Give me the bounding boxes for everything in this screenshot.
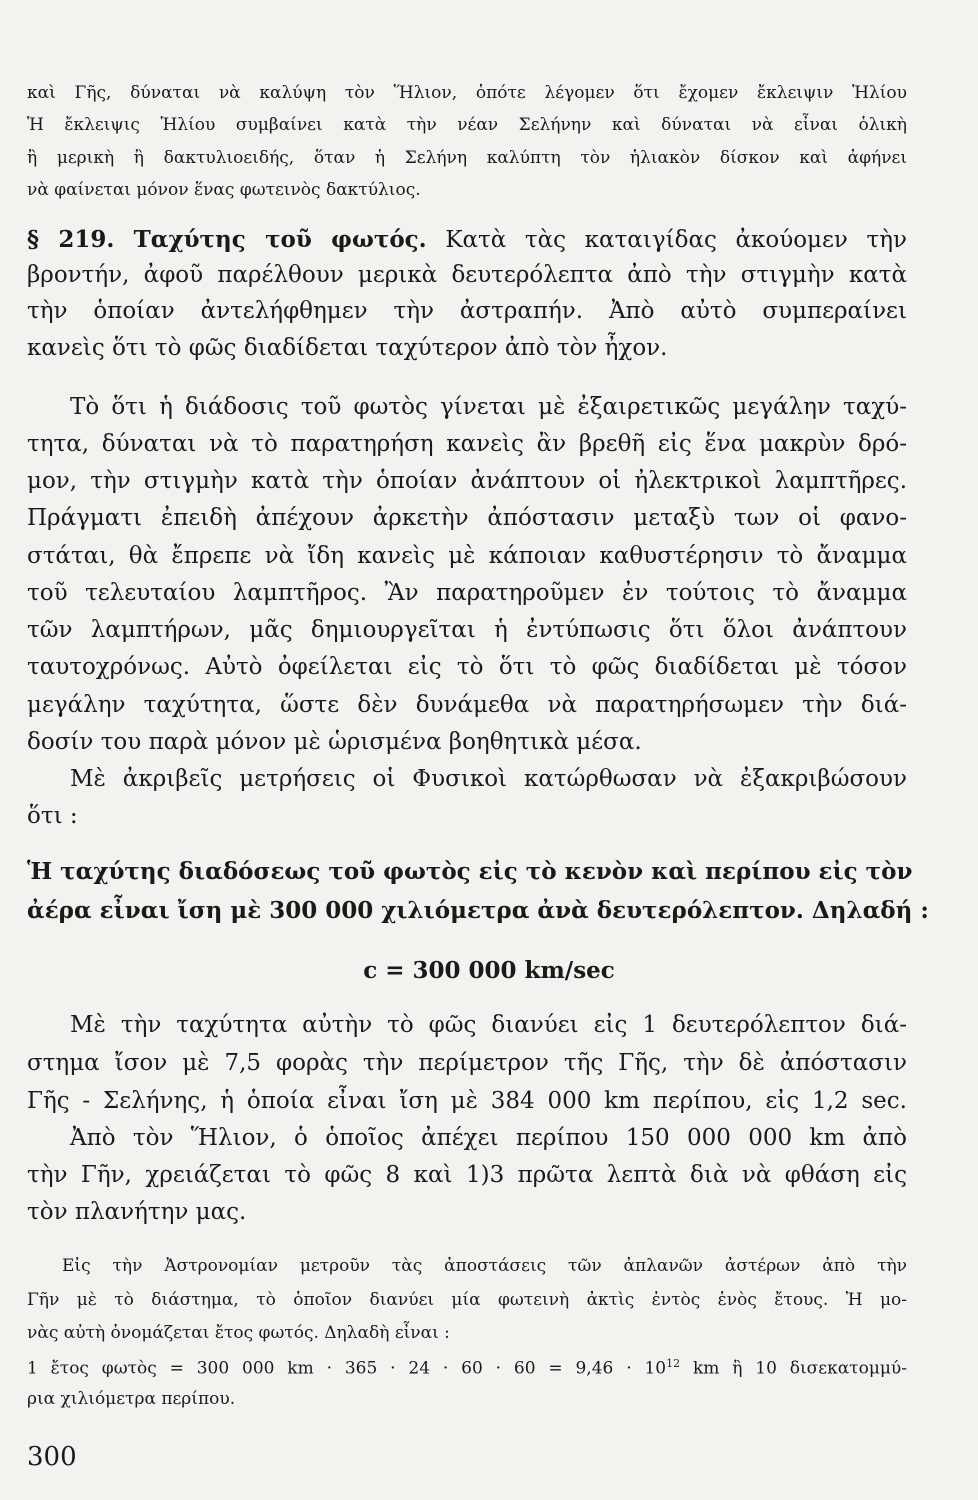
paragraph-line: ταυτοχρόνως. Αὐτὸ ὀφείλεται εἰς τὸ ὅτι τὸ φῶς διαδίδεται μὲ τόσον xyxy=(27,654,907,680)
paragraph-line: ὅτι : xyxy=(27,803,78,829)
note-formula-exponent: 12 xyxy=(666,1357,681,1370)
note-line: νὰς αὐτὴ ὀνομάζεται ἔτος φωτός. Δηλαδὴ εἶναι : xyxy=(27,1323,450,1343)
paragraph-line: Τὸ ὅτι ἡ διάδοσις τοῦ φωτὸς γίνεται μὲ ἐξαιρετικῶς μεγάλην ταχύ- xyxy=(70,394,907,420)
page-number: 300 xyxy=(27,1442,77,1472)
paragraph-line: δοσίν του παρὰ μόνον μὲ ὡρισμένα βοηθητικὰ μέσα. xyxy=(27,729,642,755)
section-line: κανεὶς ὅτι τὸ φῶς διαδίδεται ταχύτερον ἀπὸ τὸν ἦχον. xyxy=(27,335,668,361)
paragraph-line: στάται, θὰ ἔπρεπε νὰ ἴδη κανεὶς μὲ κάποιαν καθυστέρησιν τὸ ἄναμμα xyxy=(27,543,907,569)
paragraph-line: τῶν λαμπτήρων, μᾶς δημιουργεῖται ἡ ἐντύπωσις ὅτι ὅλοι ἀνάπτουν xyxy=(27,617,907,643)
section-heading: § 219. Ταχύτης τοῦ φωτός. xyxy=(27,226,427,253)
paragraph-line: μον, τὴν στιγμὴν κατὰ τὴν ὁποίαν ἀνάπτουν οἱ ἠλεκτρικοὶ λαμπτῆρες. xyxy=(27,468,907,494)
intro-line: ἢ μερικὴ ἢ δακτυλιοειδής, ὅταν ἡ Σελήνη καλύπτη τὸν ἡλιακὸν δίσκον καὶ ἀφήνει xyxy=(27,148,907,168)
speed-of-light-formula: c = 300 000 km/sec xyxy=(363,957,615,984)
paragraph-line: Μὲ ἀκριβεῖς μετρήσεις οἱ Φυσικοὶ κατώρθωσαν νὰ ἐξακριβώσουν xyxy=(70,766,907,792)
paragraph-line: μεγάλην ταχύτητα, ὥστε δὲν δυνάμεθα νὰ παρατηρήσωμεν τὴν διά- xyxy=(27,692,907,718)
section-first-line-text: Κατὰ τὰς καταιγίδας ἀκούομεν τὴν xyxy=(445,227,908,253)
intro-line: Ἡ ἔκλειψις Ἡλίου συμβαίνει κατὰ τὴν νέαν Σελήνην καὶ δύναται νὰ εἶναι ὁλικὴ xyxy=(27,115,907,135)
note-line: Γῆν μὲ τὸ διάστημα, τὸ ὁποῖον διανύει μία φωτεινὴ ἀκτὶς ἐντὸς ἑνὸς ἔτους. Ἡ μο- xyxy=(27,1290,907,1310)
paragraph-line: τὴν Γῆν, χρειάζεται τὸ φῶς 8 καὶ 1)3 πρῶτα λεπτὰ διὰ νὰ φθάση εἰς xyxy=(27,1162,907,1188)
note-formula-line xyxy=(27,1357,907,1379)
note-line: ρια χιλιόμετρα περίπου. xyxy=(27,1389,236,1409)
note-line: Εἰς τὴν Ἀστρονομίαν μετροῦν τὰς ἀποστάσεις τῶν ἀπλανῶν ἀστέρων ἀπὸ τὴν xyxy=(62,1256,907,1276)
note-formula-tail: km ἢ 10 δισεκατομμύ- xyxy=(680,1358,907,1379)
section-first-line xyxy=(27,226,907,253)
bold-statement-line: ἀέρα εἶναι ἴση μὲ 300 000 χιλιόμετρα ἀνὰ δευτερόλεπτον. Δηλαδή : xyxy=(27,897,929,924)
section-line: τὴν ὁποίαν ἀντελήφθημεν τὴν ἀστραπήν. Ἀπὸ αὐτὸ συμπεραίνει xyxy=(27,298,907,324)
intro-line: νὰ φαίνεται μόνον ἕνας φωτεινὸς δακτύλιος. xyxy=(27,180,421,200)
intro-line: καὶ Γῆς, δύναται νὰ καλύψη τὸν Ἥλιον, ὁπότε λέγομεν ὅτι ἔχομεν ἔκλειψιν Ἡλίου xyxy=(27,83,907,103)
paragraph-line: Γῆς - Σελήνης, ἡ ὁποία εἶναι ἴση μὲ 384 000 km περίπου, εἰς 1,2 sec. xyxy=(27,1088,907,1114)
paragraph-line: Ἀπὸ τὸν Ἥλιον, ὁ ὁποῖος ἀπέχει περίπου 150 000 000 km ἀπὸ xyxy=(70,1125,907,1151)
bold-statement-line: Ἡ ταχύτης διαδόσεως τοῦ φωτὸς εἰς τὸ κενὸν καὶ περίπου εἰς τὸν xyxy=(27,858,913,885)
paragraph-line: τητα, δύναται νὰ τὸ παρατηρήση κανεὶς ἂν βρεθῆ εἰς ἕνα μακρὺν δρό- xyxy=(27,431,907,457)
paragraph-line: τὸν πλανήτην μας. xyxy=(27,1199,247,1225)
section-line: βροντήν, ἀφοῦ παρέλθουν μερικὰ δευτερόλεπτα ἀπὸ τὴν στιγμὴν κατὰ xyxy=(27,262,907,288)
paragraph-line: Πράγματι ἐπειδὴ ἀπέχουν ἀρκετὴν ἀπόστασιν μεταξὺ των οἱ φανο- xyxy=(27,505,907,531)
paragraph-line: στημα ἴσον μὲ 7,5 φορὰς τὴν περίμετρον τῆς Γῆς, τὴν δὲ ἀπόστασιν xyxy=(27,1050,907,1076)
paragraph-line: τοῦ τελευταίου λαμπτῆρος. Ἂν παρατηροῦμεν ἐν τούτοις τὸ ἄναμμα xyxy=(27,580,907,606)
note-formula-main: 1 ἔτος φωτὸς = 300 000 km · 365 · 24 · 60 · 60 = 9,46 · 10 xyxy=(27,1358,667,1379)
paragraph-line: Μὲ τὴν ταχύτητα αὐτὴν τὸ φῶς διανύει εἰς 1 δευτερόλεπτον διά- xyxy=(70,1012,907,1038)
